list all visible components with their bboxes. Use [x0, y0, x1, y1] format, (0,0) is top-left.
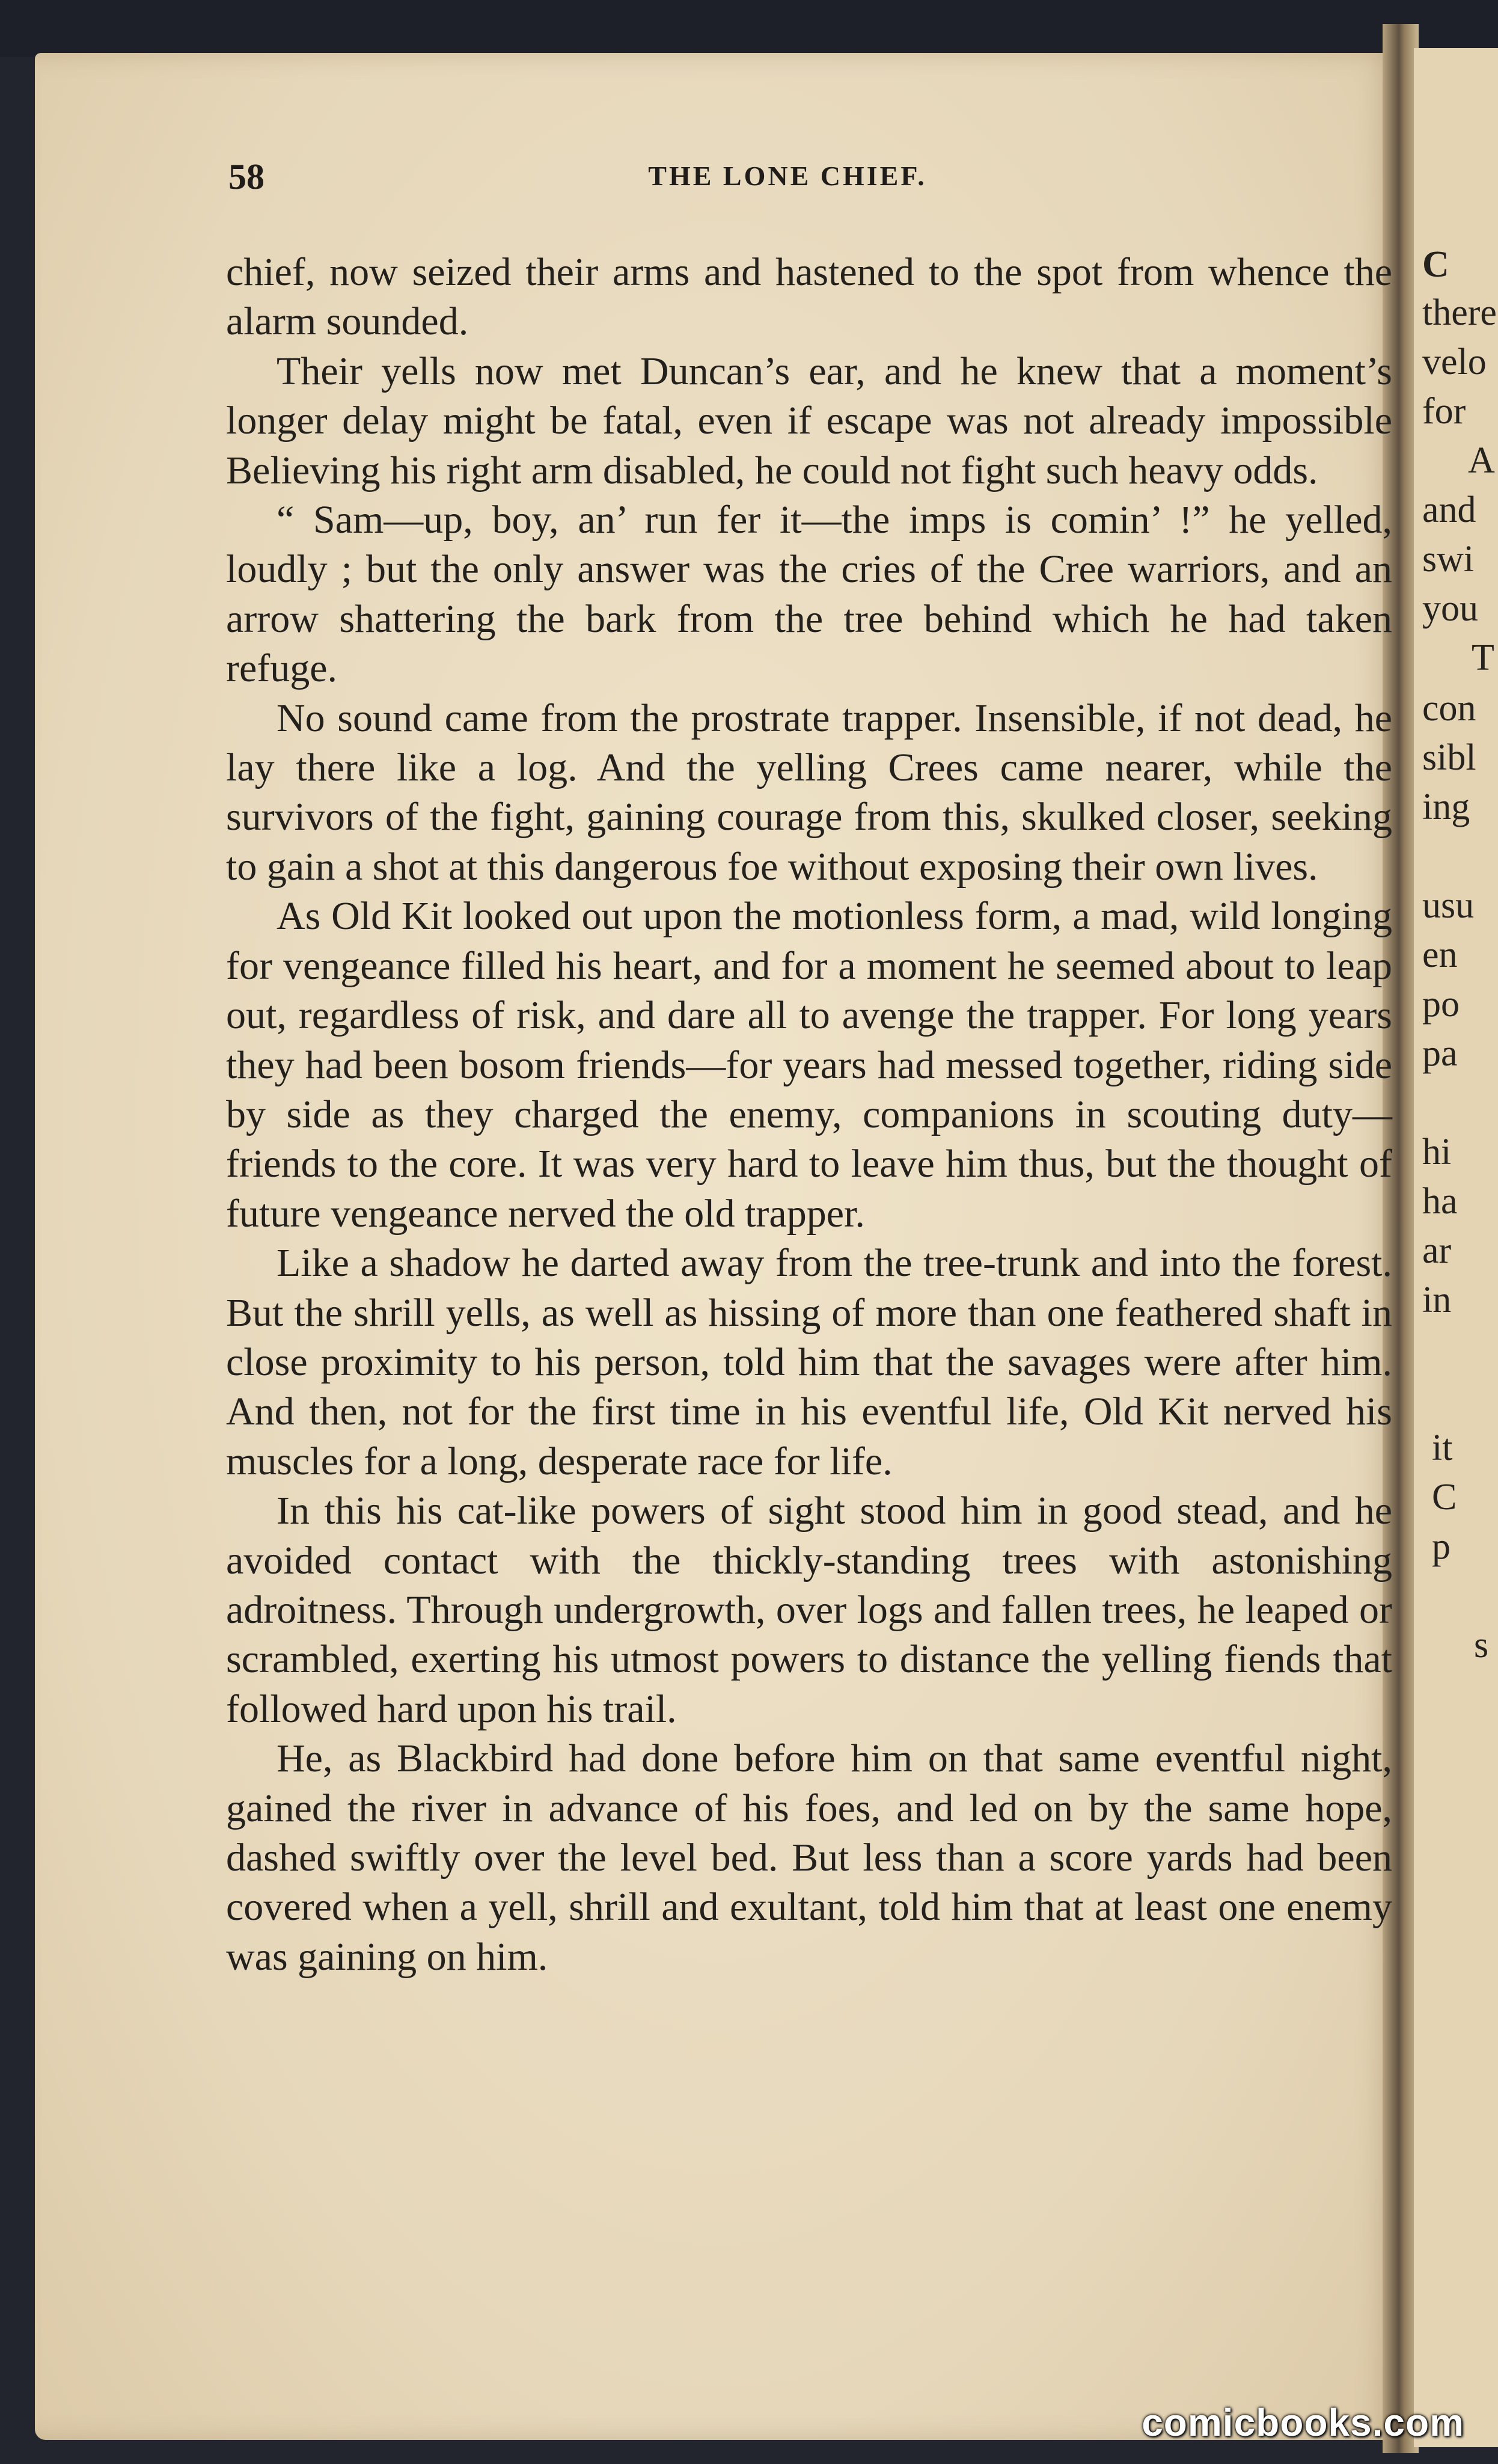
facing-page-fragment: en — [1422, 934, 1458, 975]
facing-page-fragment: there — [1422, 292, 1497, 333]
facing-page-fragment: swi — [1422, 539, 1475, 580]
facing-page-fragment: p — [1432, 1526, 1451, 1567]
facing-page-fragment: you — [1422, 588, 1478, 629]
page-number: 58 — [228, 157, 264, 197]
facing-page-fragment: C — [1422, 244, 1449, 285]
paragraph: Their yells now met Duncan’s ear, and he knew that a moment’s longer delay might be fatal, even if escape was not already impossible Believing his right arm disabled, he could not fight such heavy odds. — [226, 349, 1392, 492]
paragraph: chief, now seized their arms and hastened to the spot from whence the alarm sounded. — [226, 250, 1392, 344]
book-title: THE LONE CHIEF. — [648, 161, 927, 191]
facing-page-fragment: for — [1422, 391, 1466, 432]
facing-page-fragment: con — [1422, 688, 1476, 729]
facing-page-fragment: T — [1472, 637, 1494, 678]
facing-page-fragment: s — [1474, 1625, 1489, 1666]
running-head — [228, 156, 1395, 204]
facing-page-fragment: pa — [1422, 1033, 1458, 1074]
facing-page-fragment: po — [1422, 984, 1460, 1025]
facing-page-fragment: usu — [1422, 885, 1475, 926]
paragraph: In this his cat-like powers of sight stood him in good stead, and he avoided contact with the thickly-standing trees with astonishing adroitness. Through undergrowth, over logs and fallen trees, he leaped or scrambled, exerting his utmost powers to distance the yelling fiends that followed hard upon his trail. — [226, 1489, 1392, 1731]
paragraph: No sound came from the prostrate trapper. Insensible, if not dead, he lay there like a log. And the yelling Crees came nearer, while the survivors of the fight, gaining courage from this, skulked closer, seeking to gain a shot at this dangerous foe without exposing their own lives. — [226, 696, 1392, 889]
facing-page-fragment: and — [1422, 489, 1476, 530]
facing-page-fragment: ing — [1422, 786, 1470, 827]
facing-page-fragment: ha — [1422, 1181, 1458, 1222]
paragraph: “ Sam—up, boy, an’ run fer it—the imps is comin’ !” he yelled, loudly ; but the only answer was the cries of the Cree warriors, and an arrow shattering the bark from the tree behind which he had taken refuge. — [226, 498, 1392, 691]
facing-page-fragment: ar — [1422, 1230, 1452, 1271]
facing-page-fragment: hi — [1422, 1132, 1452, 1172]
facing-page-fragment: sibl — [1422, 737, 1476, 778]
body-text — [226, 248, 1392, 1982]
paragraph: As Old Kit looked out upon the motionless form, a mad, wild longing for vengeance filled his heart, and for a moment he seemed about to leap out, regardless of risk, and dare all to avenge the trapper. For long years they had been bosom friends—for years had messed together, riding side by side as they charged the enemy, companions in scouting duty—friends to the core. It was very hard to leave him thus, but the thought of future vengeance nerved the old trapper. — [226, 894, 1392, 1236]
paragraph: Like a shadow he darted away from the tree-trunk and into the forest. But the shrill yells, as well as hissing of more than one feathered shaft in close proximity to his person, told him that the savages were after him. And then, not for the first time in his eventful life, Old Kit nerved his muscles for a long, desperate race for life. — [226, 1241, 1392, 1483]
facing-page-fragment: C — [1432, 1477, 1457, 1518]
facing-page-fragment: A — [1468, 440, 1495, 481]
scan-background — [0, 0, 1498, 57]
book-page-right — [1414, 48, 1498, 2447]
watermark: comicbooks.com — [1142, 2401, 1464, 2444]
facing-page-fragment: in — [1422, 1280, 1452, 1320]
paragraph: He, as Blackbird had done before him on that same eventful night, gained the river in advance of his foes, and led on by the same hope, dashed swiftly over the level bed. But less than a score yards had been covered when a yell, shrill and exultant, told him that at least one enemy was gaining on him. — [226, 1736, 1392, 1979]
facing-page-fragment: it — [1432, 1427, 1453, 1468]
facing-page-fragment: velo — [1422, 342, 1487, 382]
